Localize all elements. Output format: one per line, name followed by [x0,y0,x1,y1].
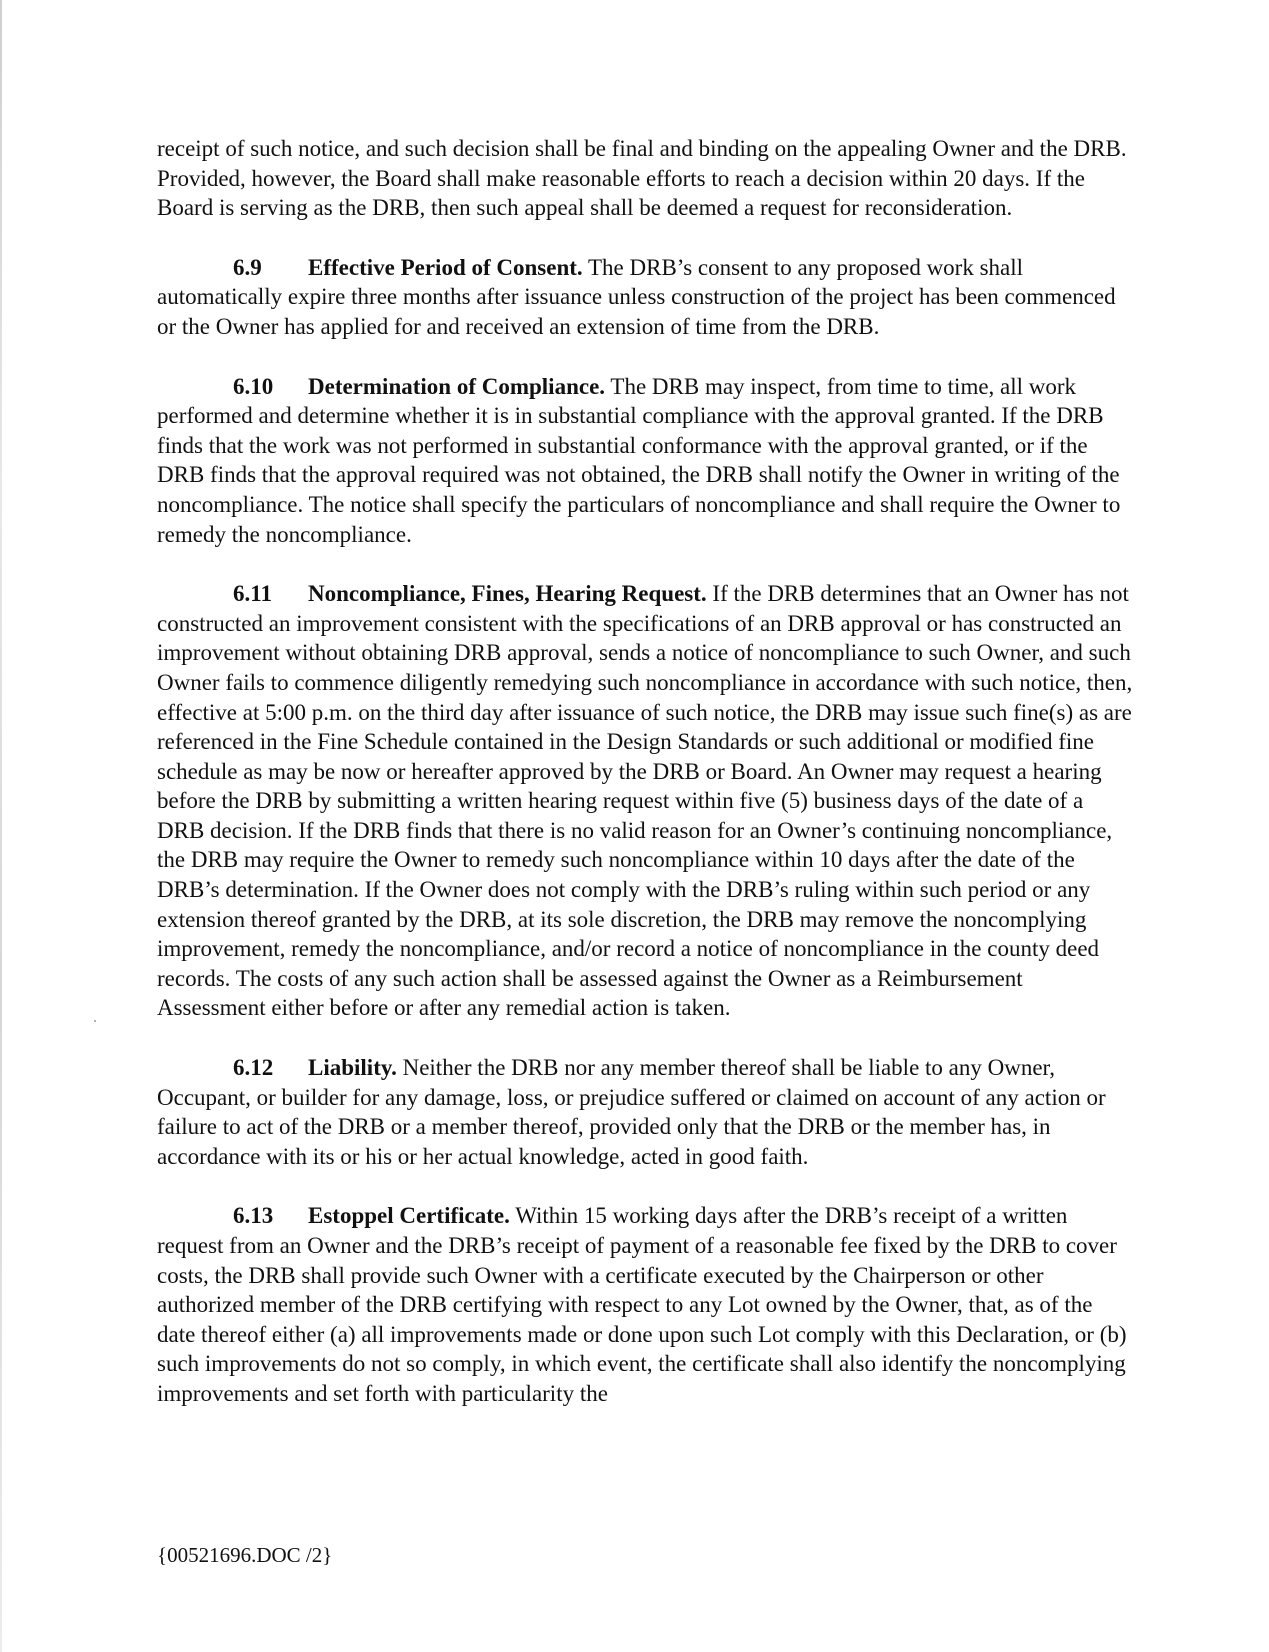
section-6-10 [157,372,1135,550]
section-number: 6.13 [233,1203,274,1229]
section-body: Neither the DRB nor any member thereof shall be liable to any Owner, Occupant, or builder for any damage, loss, or prejudice suffered or claimed on account of any action or failure to act of the DRB or a member thereof, provided only that the DRB or the member has, in accordance with its or his or her actual knowledge, acted in good faith. [157,1055,1106,1169]
section-6-11 [157,579,1135,1023]
section-body: The DRB may inspect, from time to time, all work performed and determine whether it is in substantial compliance with the approval granted. If the DRB finds that the work was not performed in substantial conformance with the approval granted, or if the DRB finds that the approval required was not obtained, the DRB shall notify the Owner in writing of the noncompliance. The notice shall specify the particulars of noncompliance and shall require the Owner to remedy the noncompliance. [157,373,1121,547]
section-heading: Effective Period of Consent. [308,254,583,280]
section-body: The DRB’s consent to any proposed work shall automatically expire three months after issuance unless construction of the project has been commenced or the Owner has applied for and received an extension of time from the DRB. [157,254,1116,339]
section-number: 6.12 [233,1055,274,1081]
section-heading: Liability. [308,1055,397,1081]
section-body: Within 15 working days after the DRB’s receipt of a written request from an Owner and the DRB’s receipt of payment of a reasonable fee fixed by the DRB to cover costs, the DRB shall provide such Owner with a certificate executed by the Chairperson or other authorized member of the DRB certifying with respect to any Lot owned by the Owner, that, as of the date thereof either (a) all improvements made or done upon such Lot comply with this Declaration, or (b) such improvements do not so comply, in which event, the certificate shall also identify the noncomplying improvements and set forth with particularity the [157,1203,1127,1406]
intro-paragraph: receipt of such notice, and such decision shall be final and binding on the appealing Owner and the DRB. Provided, however, the Board shall make reasonable efforts to reach a decision within 20 days. If the Board is serving as the DRB, then such appeal shall be deemed a request for reconsideration. [157,136,1127,221]
section-number: 6.11 [233,581,272,607]
document-body [157,134,1135,1439]
section-heading: Estoppel Certificate. [308,1203,510,1229]
section-number: 6.9 [233,254,262,280]
section-6-13 [157,1201,1135,1408]
section-heading: Determination of Compliance. [308,373,606,399]
section-body: If the DRB determines that an Owner has not constructed an improvement consistent with the specifications of an DRB approval or has constructed an improvement without obtaining DRB approval, sends a notice of noncompliance to such Owner, and such Owner fails to commence diligently remedying such noncompliance in accordance with such notice, then, effective at 5:00 p.m. on the third day after issuance of such notice, the DRB may issue such fine(s) as are referenced in the Fine Schedule contained in the Design Standards or such additional or modified fine schedule as may be now or hereafter approved by the DRB or Board. An Owner may request a hearing before the DRB by submitting a written hearing request within five (5) business days of the date of a DRB decision. If the DRB finds that there is no valid reason for an Owner’s continuing noncompliance, the DRB may require the Owner to remedy such noncompliance within 10 days after the date of the DRB’s determination. If the Owner does not comply with the DRB’s ruling within such period or any extension thereof granted by the DRB, at its sole discretion, the DRB may remove the noncomplying improvement, remedy the noncompliance, and/or record a notice of noncompliance in the county deed records. The costs of any such action shall be assessed against the Owner as a Reimbursement Assessment either before or after any remedial action is taken. [157,581,1133,1021]
scan-speck [94,1020,96,1022]
section-6-9 [157,253,1135,342]
scan-edge [0,0,2,1652]
section-6-12 [157,1053,1135,1171]
document-footer-id: {00521696.DOC /2} [157,1543,333,1567]
section-number: 6.10 [233,373,274,399]
section-heading: Noncompliance, Fines, Hearing Request. [308,581,707,607]
